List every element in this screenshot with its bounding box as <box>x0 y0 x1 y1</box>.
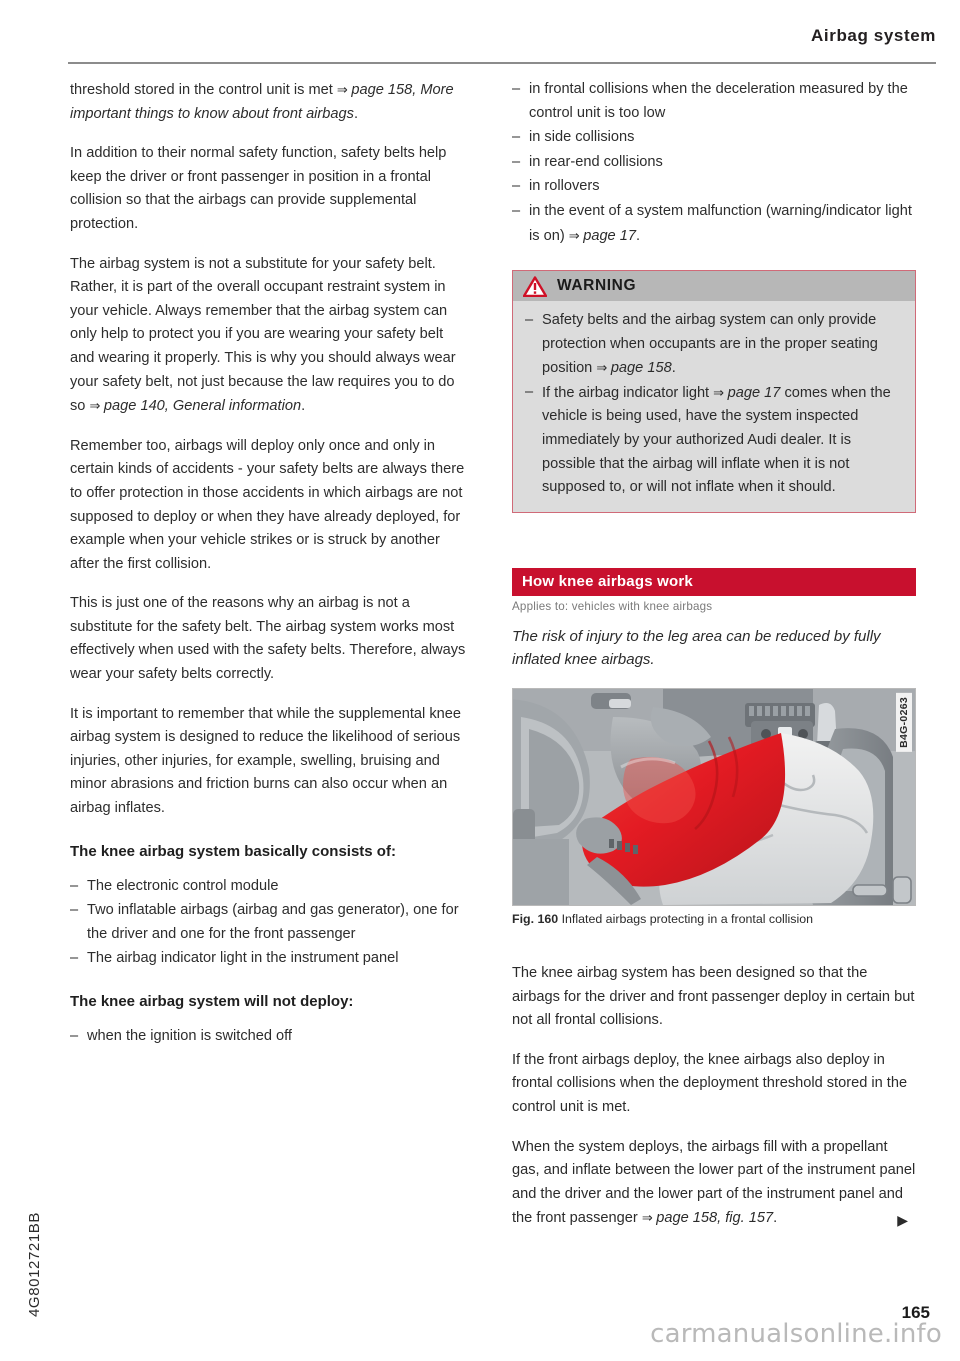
paragraph <box>70 703 468 821</box>
text-run: In addition to their normal safety function, safety belts help keep the driver or front passenger in position in a frontal collision so that the airbags can provide supplemental protection. <box>70 145 447 232</box>
text-run: in rollovers <box>529 178 600 195</box>
list-item: – when the ignition is switched off <box>70 1025 468 1049</box>
text-run: If the front airbags deploy, the knee airbags also deploy in frontal collisions when the deployment threshold stored in the control unit is met. <box>512 1051 908 1115</box>
page-number: 165 <box>901 1303 930 1322</box>
text-run: This is just one of the reasons why an airbag is not a substitute for the safety belt. The airbag system works most effectively when used with the safety belts. Therefore, always wear your safety belts correctly. <box>70 595 466 683</box>
text-run: The airbag system is not a substitute for your safety belt. Rather, it is part of the overall occupant restraint system in your vehicle. Always remember that the airbag system can only help to protect you if you are wearing your safety belt and wearing it properly. This is why you should always wear your safety belt, not just because the law requires you to do so <box>70 255 456 415</box>
text-run: It is important to remember that while the supplemental knee airbag system is designed to reduce the likelihood of serious injuries, other injuries, for example, swelling, bruising and minor abrasions and friction burns can also occur when an airbag inflates. <box>70 705 461 817</box>
left-column <box>70 78 468 1063</box>
text-run: comes when the vehicle is being used, have the system inspected immediately by your authorized Audi dealer. It is possible that the airbag will inflate when it is not supposed to, or will not inflate when it should. <box>542 384 891 496</box>
text-run: threshold stored in the control unit is met <box>70 82 337 98</box>
list-item: – Two inflatable airbags (airbag and gas generator), one for the driver and one for the front passenger <box>70 899 468 946</box>
cross-reference: page 158 <box>606 360 672 377</box>
text-run: Remember too, airbags will deploy only once and only in certain kinds of accidents - your safety belts are always there to offer protection in those accidents in which airbags are not supposed to deploy or when they have already deployed, for example when your vehicle strikes or is struck by another after the first collision. <box>70 437 465 572</box>
cross-reference: page 158, More important things to know about front airbags <box>70 82 454 122</box>
warning-items <box>525 309 903 500</box>
consists-of-list <box>70 875 468 971</box>
subhead-consists-of: The knee airbag system basically consists of: <box>70 842 396 860</box>
figure-code: B4G-0263 <box>896 693 912 752</box>
cross-reference: page 17 <box>579 227 636 244</box>
figure-number: Fig. 160 <box>512 912 559 926</box>
cross-reference-arrow-icon: ⇒ <box>596 360 607 376</box>
list-item <box>525 381 903 500</box>
list-item <box>512 175 916 199</box>
header-divider <box>68 62 936 64</box>
paragraph <box>70 253 468 419</box>
text-run: in the event of a system malfunction (warning/indicator light is on) <box>529 202 912 244</box>
section-header-bar: How knee airbags work <box>512 568 916 596</box>
list-item <box>512 78 916 125</box>
text-run: in frontal collisions when the deceleration measured by the control unit is too low <box>529 81 908 121</box>
after-figure-text <box>512 962 916 1231</box>
cross-reference-arrow-icon: ⇒ <box>713 384 724 400</box>
list-item: – The electronic control module <box>70 875 468 899</box>
warning-triangle-icon <box>523 276 547 297</box>
paragraph <box>70 142 468 236</box>
will-not-deploy-list-right <box>512 78 916 248</box>
warning-box <box>512 270 916 513</box>
cross-reference-arrow-icon: ⇒ <box>641 1210 653 1226</box>
figure-caption <box>512 911 916 928</box>
text-run: . <box>635 227 641 244</box>
text-run: When the system deploys, the airbags fill with a propellant gas, and inflate between the lower part of the instrument panel and the driver and the lower part of the instrument panel and the front passenger <box>512 1138 916 1227</box>
section-lead-paragraph: The risk of injury to the leg area can be reduced by fully inflated knee airbags. <box>512 628 881 668</box>
paragraph <box>512 962 916 1033</box>
text-run: in side collisions <box>529 129 635 146</box>
text-run: . <box>773 1210 778 1227</box>
paragraph <box>70 435 468 577</box>
paragraph <box>512 1049 916 1120</box>
text-run: If the airbag indicator light <box>542 384 714 401</box>
subhead-will-not-deploy: The knee airbag system will not deploy: <box>70 993 354 1010</box>
list-item <box>512 126 916 150</box>
continuation-arrow-icon: ▶ <box>897 1212 908 1229</box>
cross-reference-arrow-icon: ⇒ <box>336 82 348 97</box>
left-body-text <box>70 78 468 821</box>
warning-title: WARNING <box>557 277 637 294</box>
list-item <box>525 309 903 381</box>
running-head: Airbag system <box>811 26 936 45</box>
warning-box-header <box>513 271 915 301</box>
applies-to-note: Applies to: vehicles with knee airbags <box>512 600 713 613</box>
list-item: – The airbag indicator light in the instrument panel <box>70 947 468 971</box>
figure-160 <box>512 688 916 928</box>
cross-reference-arrow-icon: ⇒ <box>568 227 580 243</box>
text-run: Safety belts and the airbag system can only provide protection when occupants are in the proper seating position <box>542 312 878 377</box>
figure-image <box>512 688 916 906</box>
paragraph <box>512 1136 916 1231</box>
right-column <box>512 78 916 262</box>
text-run: . <box>301 398 306 415</box>
cross-reference: page 17 <box>723 384 781 401</box>
text-run: in rear-end collisions <box>529 153 663 170</box>
paragraph <box>70 78 468 126</box>
watermark: carmanualsonline.info <box>650 1319 942 1349</box>
knee-airbag-illustration <box>513 689 915 905</box>
will-not-deploy-list-left <box>70 1025 468 1049</box>
list-item <box>512 200 916 248</box>
text-run: The knee airbag system has been designed so that the airbags for the driver and front passenger deploy in certain but not all frontal collisions. <box>512 965 915 1029</box>
text-run: . <box>671 360 676 377</box>
warning-box-body <box>513 301 915 512</box>
cross-reference: page 158, fig. 157 <box>652 1210 774 1227</box>
list-item <box>512 151 916 175</box>
cross-reference: page 140, General information <box>99 398 302 415</box>
part-number: 4G8012721BB <box>26 1211 43 1317</box>
cross-reference-arrow-icon: ⇒ <box>89 398 100 414</box>
paragraph <box>70 592 468 686</box>
text-run: . <box>353 105 358 122</box>
figure-caption-text: Inflated airbags protecting in a frontal collision <box>561 912 813 926</box>
